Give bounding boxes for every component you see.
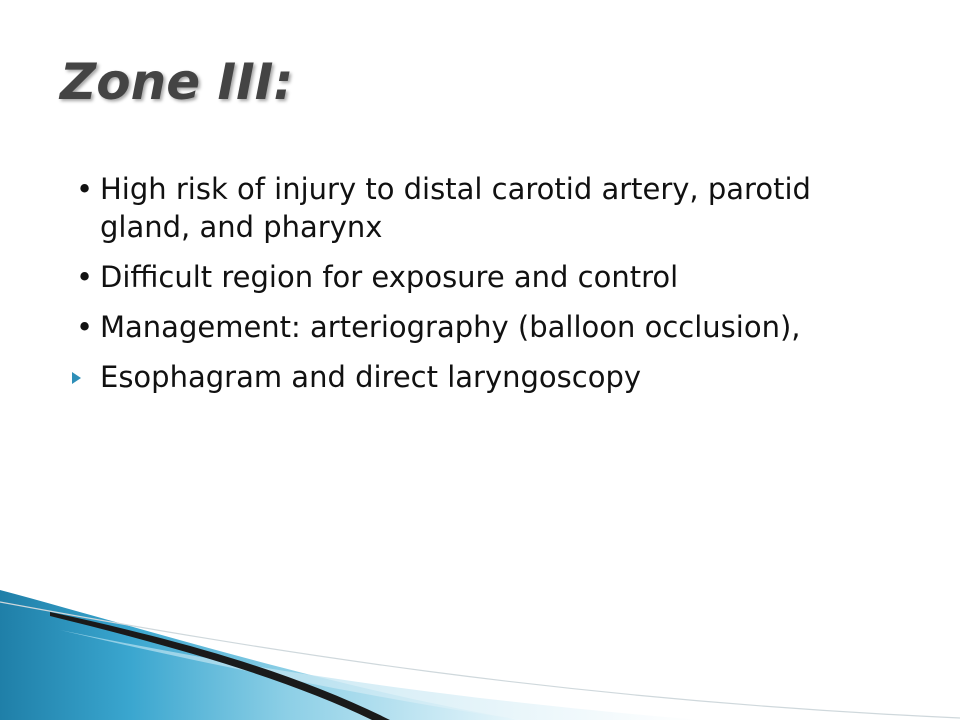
bullet-list xyxy=(70,170,890,408)
bullet-item xyxy=(70,308,890,346)
bullet-dot: • xyxy=(76,260,94,294)
decorative-wave-graphic xyxy=(0,590,960,720)
slide-title: Zone III: xyxy=(60,53,294,111)
bullet-item xyxy=(70,358,890,396)
bullet-text: Esophagram and direct laryngoscopy xyxy=(100,360,642,394)
bullet-text: High risk of injury to distal carotid artery, parotid gland, and pharynx xyxy=(100,172,811,244)
bullet-text: Management: arteriography (balloon occlusion), xyxy=(100,310,801,344)
bullet-dot: • xyxy=(76,310,94,344)
bullet-text: Difficult region for exposure and control xyxy=(100,260,679,294)
bullet-item xyxy=(70,258,890,296)
bullet-dot: • xyxy=(76,172,94,206)
arrow-icon xyxy=(72,372,81,384)
bullet-item xyxy=(70,170,890,246)
